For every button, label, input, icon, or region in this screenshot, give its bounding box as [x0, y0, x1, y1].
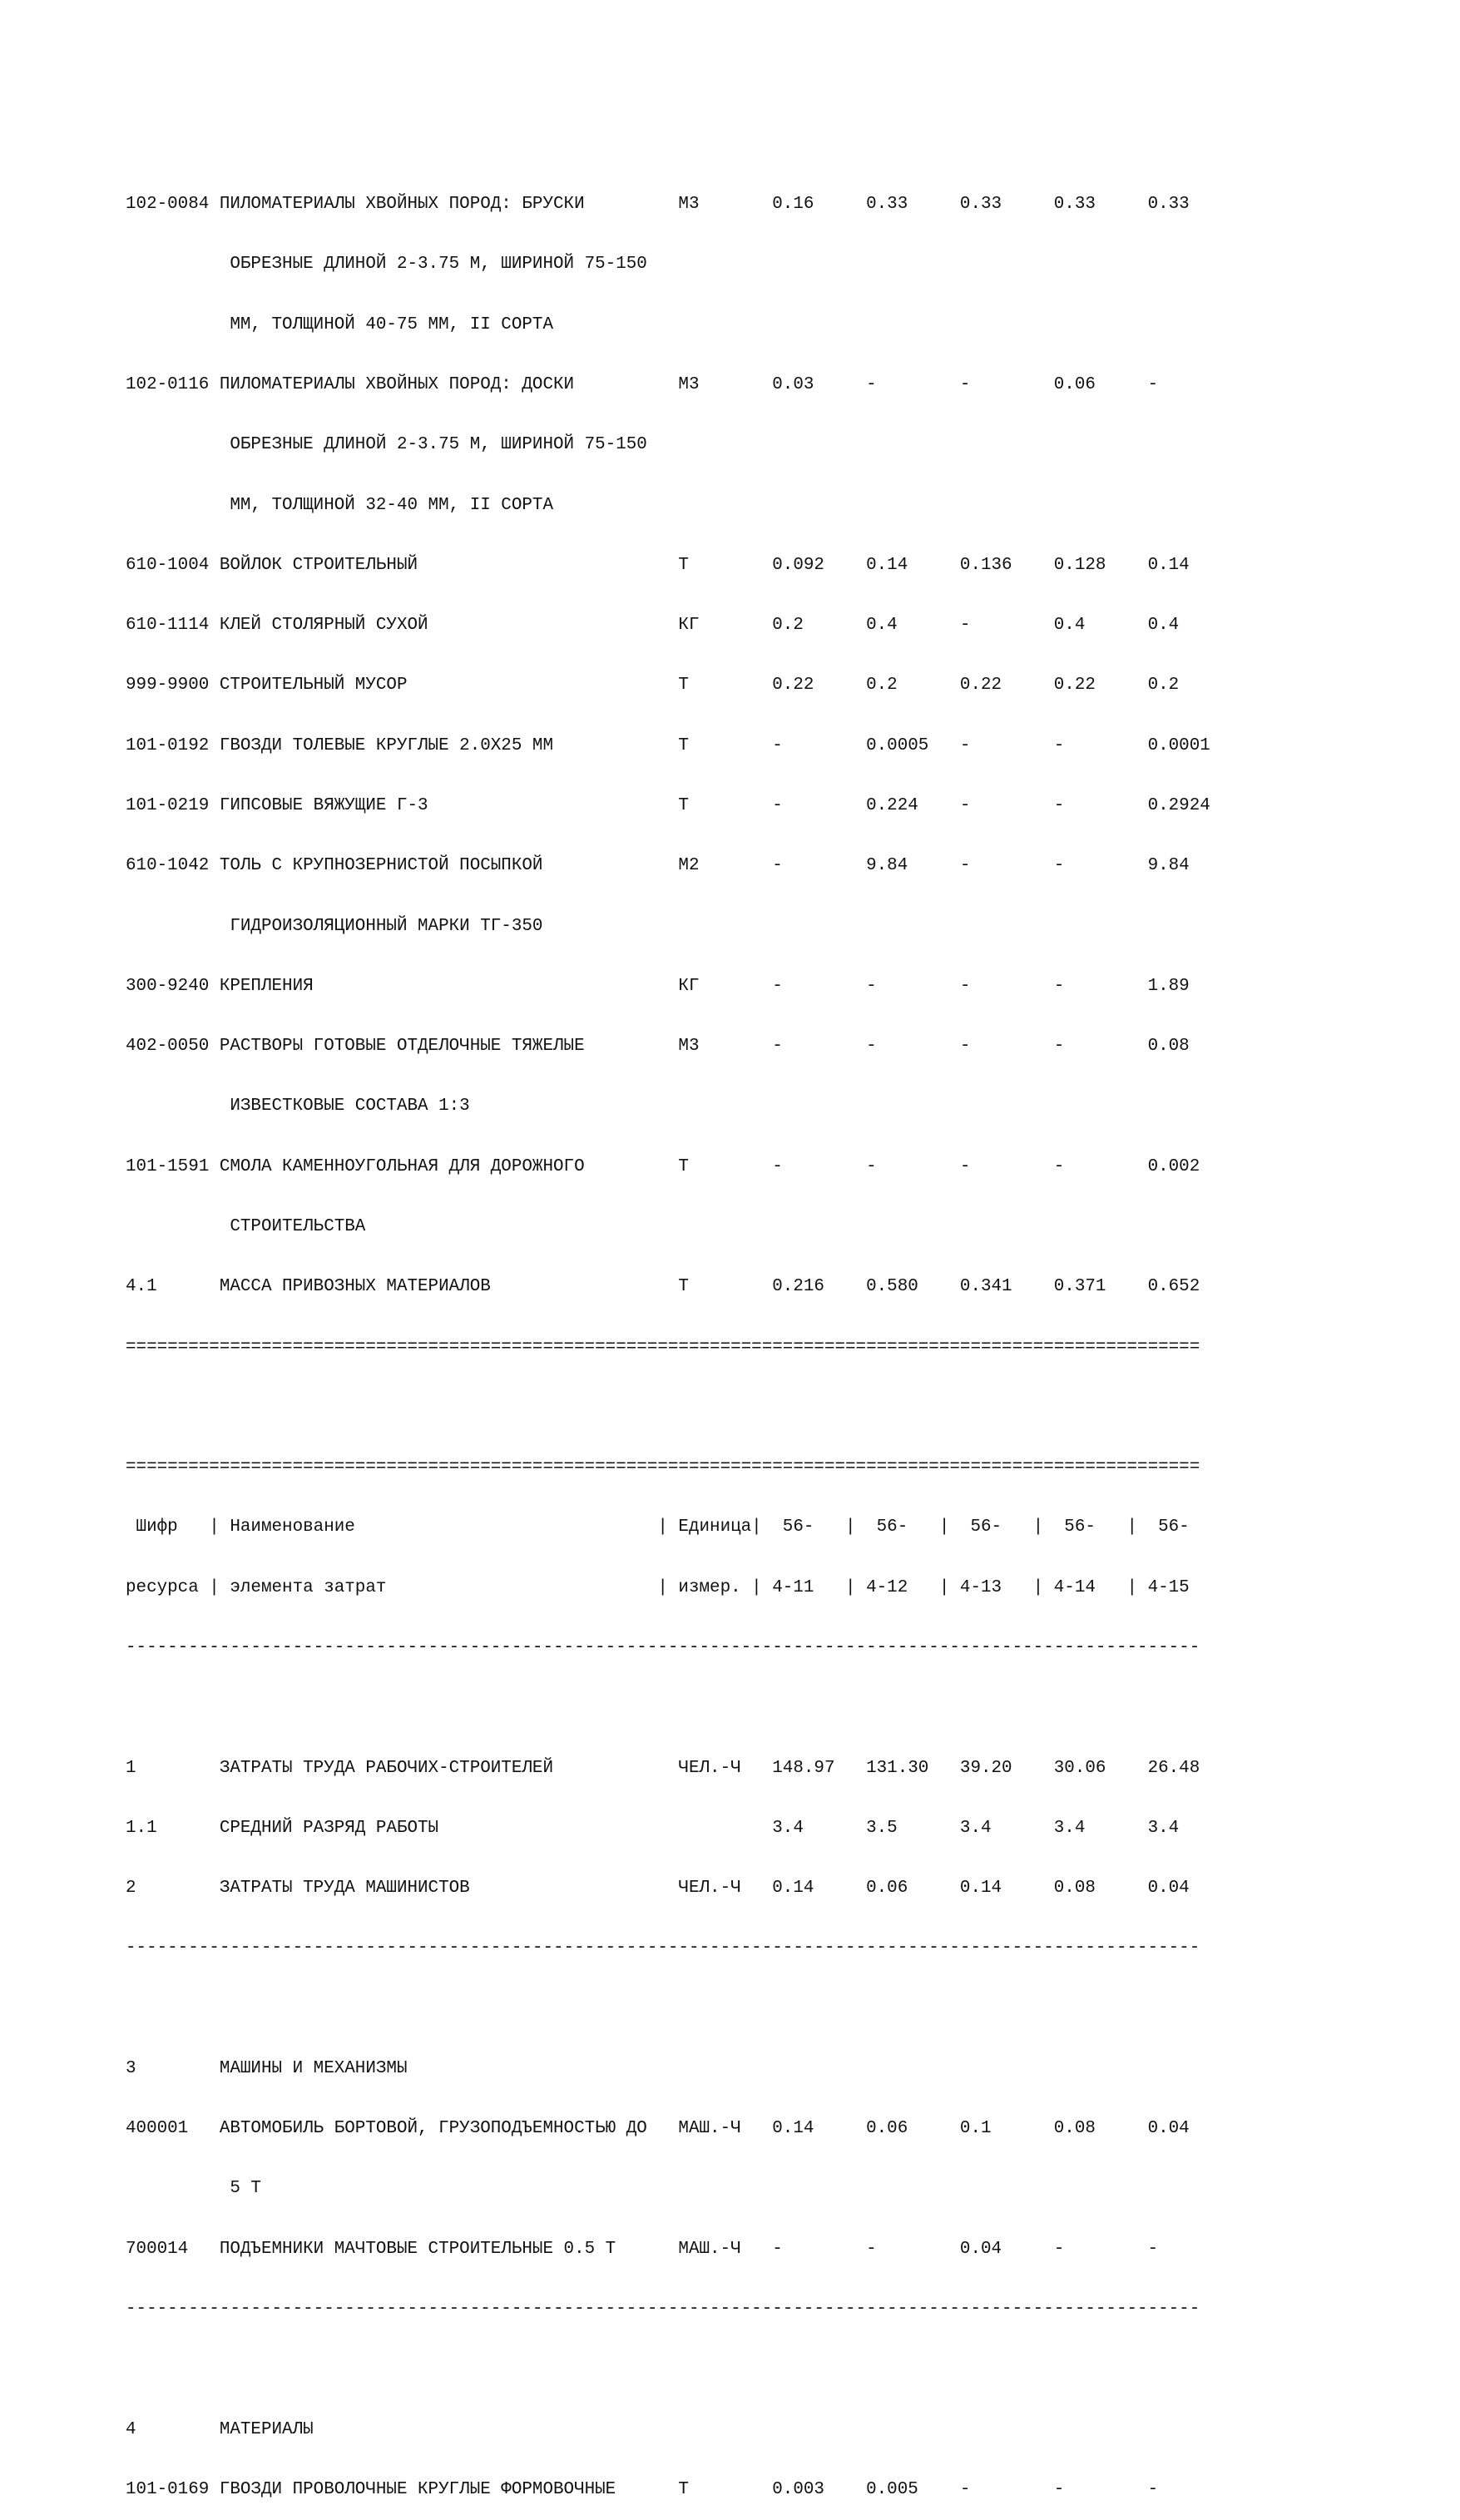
- double-rule: =======================================================================================================: [126, 1337, 1200, 1357]
- doc-line: 610-1114 КЛЕЙ СТОЛЯРНЫЙ СУХОЙ КГ 0.2 0.4 - 0.4 0.4: [126, 616, 1180, 636]
- doc-line: 102-0084 ПИЛОМАТЕРИАЛЫ ХВОЙНЫХ ПОРОД: БРУСКИ М3 0.16 0.33 0.33 0.33 0.33: [126, 195, 1190, 215]
- doc-line: 101-1591 СМОЛА КАМЕННОУГОЛЬНАЯ ДЛЯ ДОРОЖНОГО Т - - - - 0.002: [126, 1156, 1200, 1176]
- doc-line: ГИДРОИЗОЛЯЦИОННЫЙ МАРКИ ТГ-350: [126, 916, 543, 936]
- double-rule: =======================================================================================================: [126, 1458, 1200, 1478]
- blank-line: [126, 1398, 1210, 1418]
- doc-line: СТРОИТЕЛЬСТВА: [126, 1216, 366, 1236]
- blank-line: [126, 1698, 1210, 1718]
- blank-line: [126, 1999, 1210, 2019]
- table-header-line: Шифр | Наименование | Единица| 56- | 56- | 56- | 56- | 56-: [126, 1517, 1190, 1537]
- doc-line: ОБРЕЗНЫЕ ДЛИНОЙ 2-3.75 М, ШИРИНОЙ 75-150: [126, 255, 647, 275]
- doc-line: ИЗВЕСТКОВЫЕ СОСТАВА 1:3: [126, 1097, 470, 1116]
- table-header-line: ресурса | элемента затрат | измер. | 4-11 | 4-12 | 4-13 | 4-14 | 4-15: [126, 1577, 1190, 1597]
- total-mass-line: 4.1 МАССА ПРИВОЗНЫХ МАТЕРИАЛОВ Т 0.216 0.580 0.341 0.371 0.652: [126, 1277, 1200, 1297]
- doc-line: 5 Т: [126, 2179, 261, 2199]
- dash-rule: -------------------------------------------------------------------------------------------------------: [126, 1938, 1200, 1958]
- doc-line: 999-9900 СТРОИТЕЛЬНЫЙ МУСОР Т 0.22 0.2 0.22 0.22 0.2: [126, 676, 1180, 696]
- doc-line: 101-0192 ГВОЗДИ ТОЛЕВЫЕ КРУГЛЫЕ 2.0Х25 ММ Т - 0.0005 - - 0.0001: [126, 735, 1210, 755]
- dash-rule: -------------------------------------------------------------------------------------------------------: [126, 2300, 1200, 2319]
- doc-line: 610-1042 ТОЛЬ С КРУПНОЗЕРНИСТОЙ ПОСЫПКОЙ М2 - 9.84 - - 9.84: [126, 856, 1190, 876]
- section-heading: 4 МАТЕРИАЛЫ: [126, 2419, 314, 2439]
- doc-line: 400001 АВТОМОБИЛЬ БОРТОВОЙ, ГРУЗОПОДЪЕМНОСТЬЮ ДО МАШ.-Ч 0.14 0.06 0.1 0.08 0.04: [126, 2119, 1190, 2139]
- doc-line: ОБРЕЗНЫЕ ДЛИНОЙ 2-3.75 М, ШИРИНОЙ 75-150: [126, 435, 647, 455]
- blank-line: [126, 2359, 1210, 2379]
- doc-line: ММ, ТОЛЩИНОЙ 40-75 ММ, II СОРТА: [126, 314, 553, 334]
- doc-line: 1 ЗАТРАТЫ ТРУДА РАБОЧИХ-СТРОИТЕЛЕЙ ЧЕЛ.-Ч 148.97 131.30 39.20 30.06 26.48: [126, 1758, 1200, 1778]
- doc-line: 2 ЗАТРАТЫ ТРУДА МАШИНИСТОВ ЧЕЛ.-Ч 0.14 0.06 0.14 0.08 0.04: [126, 1879, 1190, 1899]
- doc-line: ММ, ТОЛЩИНОЙ 32-40 ММ, II СОРТА: [126, 495, 553, 515]
- doc-line: 610-1004 ВОЙЛОК СТРОИТЕЛЬНЫЙ Т 0.092 0.14 0.136 0.128 0.14: [126, 555, 1190, 575]
- doc-line: 1.1 СРЕДНИЙ РАЗРЯД РАБОТЫ 3.4 3.5 3.4 3.4 3.4: [126, 1818, 1180, 1838]
- estimate-document: [126, 155, 1210, 2520]
- doc-line: 101-0219 ГИПСОВЫЕ ВЯЖУЩИЕ Г-3 Т - 0.224 - - 0.2924: [126, 796, 1210, 815]
- section-heading: 3 МАШИНЫ И МЕХАНИЗМЫ: [126, 2058, 408, 2078]
- doc-line: 101-0169 ГВОЗДИ ПРОВОЛОЧНЫЕ КРУГЛЫЕ ФОРМОВОЧНЫЕ Т 0.003 0.005 - - -: [126, 2479, 1159, 2499]
- doc-line: 700014 ПОДЪЕМНИКИ МАЧТОВЫЕ СТРОИТЕЛЬНЫЕ 0.5 Т МАШ.-Ч - - 0.04 - -: [126, 2239, 1159, 2259]
- doc-line: 402-0050 РАСТВОРЫ ГОТОВЫЕ ОТДЕЛОЧНЫЕ ТЯЖЕЛЫЕ М3 - - - - 0.08: [126, 1037, 1190, 1057]
- dash-rule: -------------------------------------------------------------------------------------------------------: [126, 1637, 1200, 1657]
- doc-line: 300-9240 КРЕПЛЕНИЯ КГ - - - - 1.89: [126, 976, 1190, 996]
- doc-line: 102-0116 ПИЛОМАТЕРИАЛЫ ХВОЙНЫХ ПОРОД: ДОСКИ М3 0.03 - - 0.06 -: [126, 375, 1159, 395]
